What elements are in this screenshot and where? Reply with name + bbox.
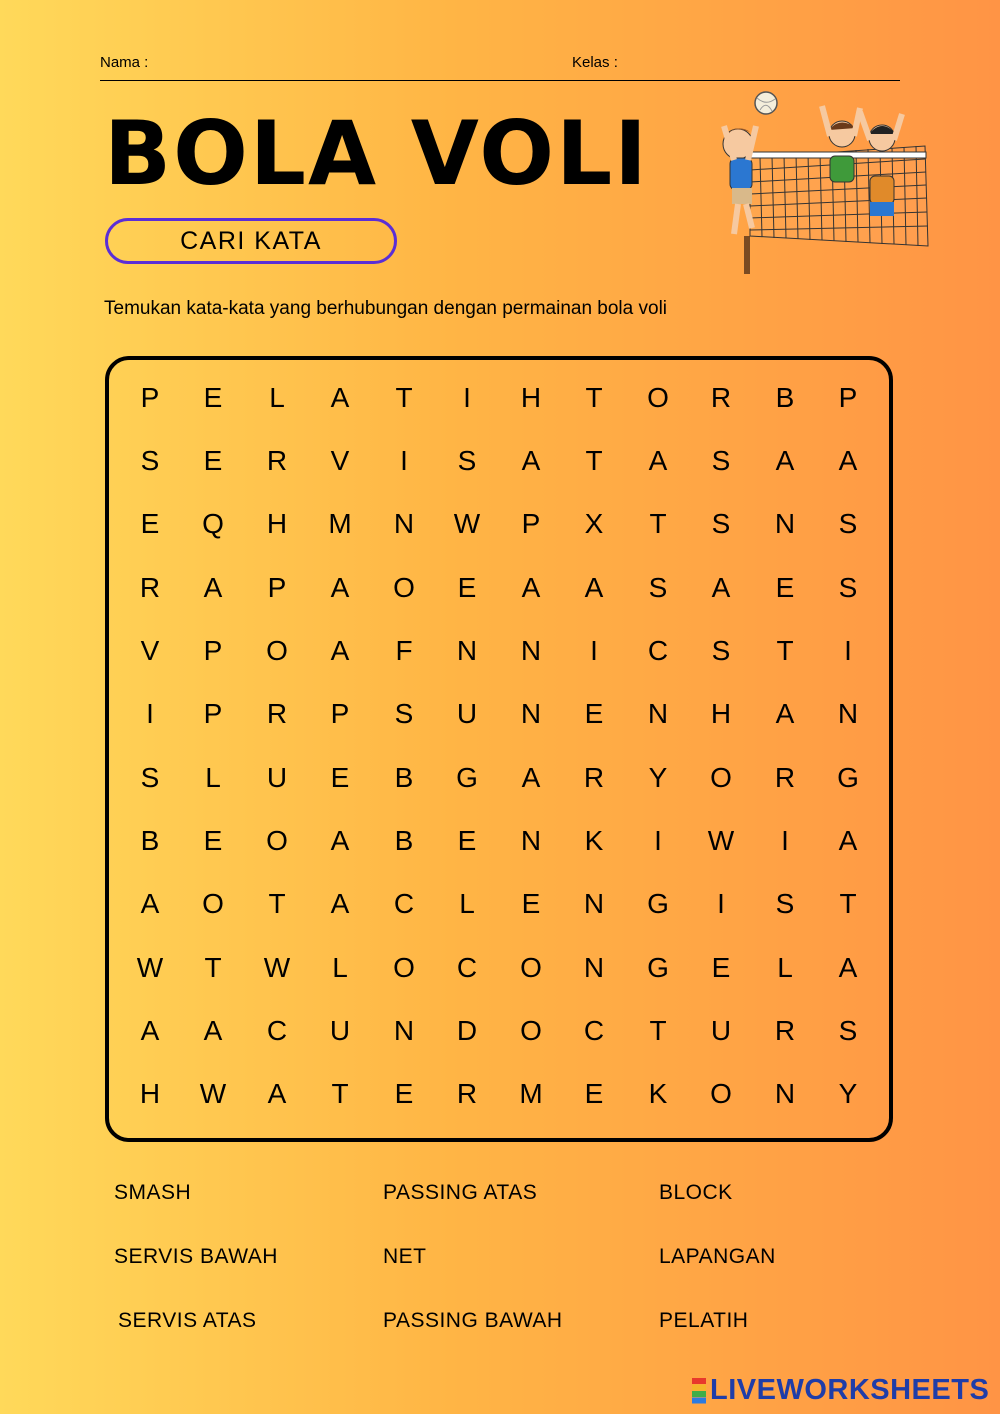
page-title: BOLA VOLI: [104, 102, 649, 205]
grid-letter[interactable]: N: [647, 698, 669, 729]
grid-letter[interactable]: R: [266, 445, 288, 476]
grid-letter[interactable]: O: [710, 1078, 732, 1109]
subtitle-pill: CARI KATA: [105, 218, 397, 264]
grid-letter[interactable]: H: [710, 698, 732, 729]
grid-letter[interactable]: E: [203, 445, 223, 476]
grid-letter[interactable]: A: [838, 952, 858, 983]
grid-letter[interactable]: A: [521, 572, 541, 603]
grid-letter[interactable]: E: [140, 508, 160, 539]
name-label: Nama :: [100, 54, 149, 71]
grid-letter[interactable]: G: [647, 952, 669, 983]
grid-letter[interactable]: E: [203, 382, 223, 413]
grid-letter[interactable]: I: [400, 445, 408, 476]
grid-letter[interactable]: A: [330, 572, 350, 603]
word-list-item: SERVIS ATAS: [118, 1309, 257, 1332]
grid-letter[interactable]: E: [203, 825, 223, 856]
grid-letter[interactable]: T: [839, 888, 857, 919]
grid-letter[interactable]: N: [837, 698, 859, 729]
grid-letter[interactable]: B: [775, 382, 795, 413]
grid-letter[interactable]: I: [844, 635, 852, 666]
grid-letter[interactable]: U: [710, 1015, 732, 1046]
grid-letter[interactable]: O: [393, 952, 415, 983]
grid-letter[interactable]: N: [583, 952, 605, 983]
grid-letter[interactable]: O: [393, 572, 415, 603]
grid-letter[interactable]: C: [266, 1015, 288, 1046]
grid-letter[interactable]: Y: [838, 1078, 858, 1109]
grid-letter[interactable]: A: [775, 445, 795, 476]
grid-letter[interactable]: V: [330, 445, 350, 476]
grid-letter[interactable]: B: [394, 825, 414, 856]
grid-letter[interactable]: I: [463, 382, 471, 413]
word-list-item: SMASH: [114, 1181, 192, 1204]
grid-letter[interactable]: E: [394, 1078, 414, 1109]
grid-letter[interactable]: P: [521, 508, 541, 539]
grid-letter[interactable]: A: [838, 445, 858, 476]
grid-letter[interactable]: V: [140, 635, 160, 666]
grid-letter[interactable]: W: [136, 952, 164, 983]
grid-letter[interactable]: A: [775, 698, 795, 729]
grid-letter[interactable]: E: [457, 825, 477, 856]
grid-letter[interactable]: P: [330, 698, 350, 729]
logo-text: LIVEWORKSHEETS: [710, 1374, 990, 1406]
grid-letter[interactable]: S: [838, 1015, 858, 1046]
grid-letter[interactable]: A: [330, 825, 350, 856]
grid-letter[interactable]: R: [583, 762, 605, 793]
class-label: Kelas :: [572, 54, 618, 71]
grid-letter[interactable]: S: [838, 508, 858, 539]
word-list-item: PASSING ATAS: [383, 1181, 538, 1204]
grid-letter[interactable]: U: [329, 1015, 351, 1046]
grid-letter[interactable]: S: [140, 762, 160, 793]
grid-letter[interactable]: A: [203, 1015, 223, 1046]
grid-letter[interactable]: R: [139, 572, 161, 603]
grid-letter[interactable]: W: [453, 508, 481, 539]
grid-letter[interactable]: R: [456, 1078, 478, 1109]
grid-letter[interactable]: A: [521, 762, 541, 793]
grid-letter[interactable]: O: [647, 382, 669, 413]
name-class-row: [100, 54, 900, 81]
grid-letter[interactable]: L: [205, 762, 221, 793]
grid-letter[interactable]: P: [203, 635, 223, 666]
grid-letter[interactable]: G: [456, 762, 478, 793]
grid-letter[interactable]: W: [199, 1078, 227, 1109]
grid-letter[interactable]: S: [394, 698, 414, 729]
volleyball-players-illustration: [710, 86, 930, 278]
word-list-item: LAPANGAN: [659, 1245, 776, 1268]
grid-letter[interactable]: X: [584, 508, 604, 539]
grid-letter[interactable]: I: [146, 698, 154, 729]
grid-letter[interactable]: T: [268, 888, 286, 919]
grid-letter[interactable]: P: [140, 382, 160, 413]
grid-letter[interactable]: O: [520, 1015, 542, 1046]
grid-letter[interactable]: N: [393, 1015, 415, 1046]
grid-letter[interactable]: A: [330, 635, 350, 666]
grid-letter[interactable]: A: [711, 572, 731, 603]
player-left-icon: [723, 126, 756, 234]
grid-letter[interactable]: W: [263, 952, 291, 983]
grid-letter[interactable]: A: [140, 888, 160, 919]
word-list-item: PASSING BAWAH: [383, 1309, 563, 1332]
grid-letter[interactable]: A: [330, 888, 350, 919]
grid-letter[interactable]: H: [520, 382, 542, 413]
grid-letter[interactable]: Q: [202, 508, 224, 539]
grid-letter[interactable]: L: [459, 888, 475, 919]
grid-letter[interactable]: E: [584, 1078, 604, 1109]
grid-letter[interactable]: P: [838, 382, 858, 413]
grid-letter[interactable]: B: [140, 825, 160, 856]
grid-letter[interactable]: D: [456, 1015, 478, 1046]
grid-letter[interactable]: S: [457, 445, 477, 476]
grid-letter[interactable]: H: [139, 1078, 161, 1109]
grid-letter[interactable]: A: [203, 572, 223, 603]
grid-letter[interactable]: T: [776, 635, 794, 666]
grid-letter[interactable]: T: [585, 445, 603, 476]
grid-letter[interactable]: I: [590, 635, 598, 666]
word-list-item: NET: [383, 1245, 427, 1268]
grid-letter[interactable]: C: [647, 635, 669, 666]
word-list-item: PELATIH: [659, 1309, 749, 1332]
grid-letter[interactable]: Y: [648, 762, 668, 793]
grid-letter[interactable]: P: [203, 698, 223, 729]
grid-letter[interactable]: R: [774, 1015, 796, 1046]
liveworksheets-mark-icon: [692, 1378, 706, 1404]
grid-letter[interactable]: N: [520, 698, 542, 729]
grid-letter[interactable]: C: [456, 952, 478, 983]
grid-letter[interactable]: R: [774, 762, 796, 793]
grid-letter[interactable]: O: [266, 635, 288, 666]
grid-letter[interactable]: A: [584, 572, 604, 603]
grid-letter[interactable]: N: [393, 508, 415, 539]
grid-letter[interactable]: A: [140, 1015, 160, 1046]
grid-letter[interactable]: S: [838, 572, 858, 603]
grid-letter[interactable]: S: [711, 508, 731, 539]
grid-letter[interactable]: N: [774, 508, 796, 539]
grid-letter[interactable]: E: [584, 698, 604, 729]
volleyball-icon: [755, 92, 777, 114]
grid-letter[interactable]: E: [457, 572, 477, 603]
grid-letter[interactable]: O: [710, 762, 732, 793]
grid-letter[interactable]: A: [521, 445, 541, 476]
grid-letter[interactable]: K: [648, 1078, 668, 1109]
grid-letter[interactable]: U: [456, 698, 478, 729]
grid-letter[interactable]: I: [781, 825, 789, 856]
grid-letter[interactable]: T: [204, 952, 222, 983]
grid-letter[interactable]: E: [775, 572, 795, 603]
grid-letter[interactable]: M: [328, 508, 352, 539]
grid-letter[interactable]: R: [266, 698, 288, 729]
grid-letter[interactable]: K: [584, 825, 604, 856]
grid-letter[interactable]: G: [837, 762, 859, 793]
grid-letter[interactable]: T: [585, 382, 603, 413]
word-search-grid: [105, 356, 893, 1142]
grid-letter[interactable]: E: [711, 952, 731, 983]
liveworksheets-logo[interactable]: [692, 1374, 989, 1408]
grid-letter[interactable]: S: [648, 572, 668, 603]
grid-letter[interactable]: A: [648, 445, 668, 476]
grid-letter[interactable]: H: [266, 508, 288, 539]
grid-letter[interactable]: C: [393, 888, 415, 919]
grid-letter[interactable]: S: [775, 888, 795, 919]
grid-letter[interactable]: F: [395, 635, 413, 666]
grid-letter[interactable]: P: [267, 572, 287, 603]
grid-letter[interactable]: S: [140, 445, 160, 476]
grid-letter[interactable]: R: [710, 382, 732, 413]
grid-letter[interactable]: M: [519, 1078, 543, 1109]
grid-letter[interactable]: N: [520, 635, 542, 666]
grid-letter[interactable]: S: [711, 445, 731, 476]
grid-letter[interactable]: T: [331, 1078, 349, 1109]
grid-letter[interactable]: N: [456, 635, 478, 666]
grid-letter[interactable]: L: [777, 952, 793, 983]
grid-letter[interactable]: N: [520, 825, 542, 856]
grid-letter[interactable]: E: [330, 762, 350, 793]
grid-letter[interactable]: W: [707, 825, 735, 856]
grid-letter[interactable]: A: [330, 382, 350, 413]
grid-letter[interactable]: A: [267, 1078, 287, 1109]
grid-letter[interactable]: S: [711, 635, 731, 666]
grid-letter[interactable]: E: [521, 888, 541, 919]
grid-letter[interactable]: O: [520, 952, 542, 983]
grid-letter[interactable]: N: [774, 1078, 796, 1109]
instruction-text: Temukan kata-kata yang berhubungan dengan permainan bola voli: [104, 298, 668, 319]
grid-letter[interactable]: I: [654, 825, 662, 856]
grid-letter[interactable]: T: [649, 1015, 667, 1046]
grid-letter[interactable]: G: [647, 888, 669, 919]
grid-letter[interactable]: T: [649, 508, 667, 539]
grid-letter[interactable]: B: [394, 762, 414, 793]
grid-letter[interactable]: L: [332, 952, 348, 983]
grid-letter[interactable]: O: [202, 888, 224, 919]
grid-letter[interactable]: T: [395, 382, 413, 413]
word-list-item: BLOCK: [659, 1181, 733, 1204]
grid-letter[interactable]: N: [583, 888, 605, 919]
grid-letter[interactable]: C: [583, 1015, 605, 1046]
word-list-item: SERVIS BAWAH: [114, 1245, 278, 1268]
grid-letter[interactable]: O: [266, 825, 288, 856]
grid-letter[interactable]: I: [717, 888, 725, 919]
grid-letter[interactable]: L: [269, 382, 285, 413]
grid-letter[interactable]: A: [838, 825, 858, 856]
grid-letter[interactable]: U: [266, 762, 288, 793]
